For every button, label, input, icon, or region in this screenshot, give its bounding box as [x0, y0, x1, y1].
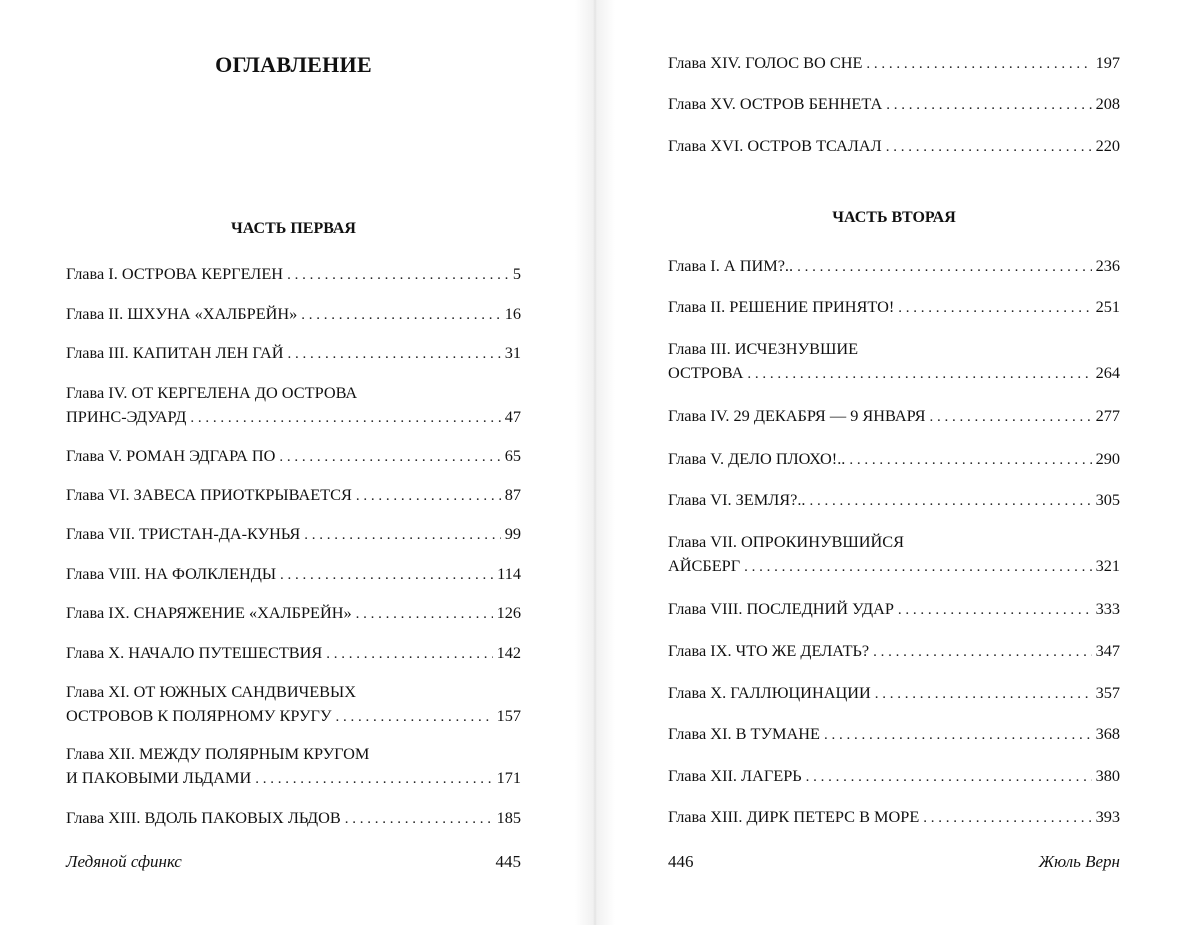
toc-entry [668, 337, 1120, 386]
toc-entry-row [668, 361, 1120, 386]
toc-entry-title: Глава XI. В ТУМАНЕ [668, 724, 820, 743]
toc-entry [66, 742, 521, 791]
dot-leader [747, 362, 1091, 386]
toc-entry-title: ОСТРОВА [668, 363, 744, 382]
dot-leader [898, 296, 1091, 320]
toc-entry-title: Глава V. РОМАН ЭДГАРА ПО [66, 446, 276, 465]
toc-entry-page-number: 31 [504, 343, 521, 362]
toc-entry-row [668, 295, 1120, 320]
dot-leader [809, 489, 1091, 513]
dot-leader [288, 342, 501, 366]
toc-entry-page-number: 65 [504, 446, 521, 465]
toc-entry-row [668, 254, 1120, 279]
toc-entry [668, 254, 1120, 279]
dot-leader [335, 705, 492, 729]
toc-entry [668, 805, 1120, 830]
toc-entry-page-number: 236 [1095, 256, 1120, 275]
dot-leader [280, 563, 493, 587]
toc-entry-title: Глава VI. ЗЕМЛЯ?.. [668, 490, 806, 509]
toc-entry-row [668, 447, 1120, 472]
toc-entry-title: Глава XVI. ОСТРОВ ТСАЛАЛ [668, 136, 882, 155]
dot-leader [873, 640, 1091, 664]
toc-entry-title: Глава I. ОСТРОВА КЕРГЕЛЕН [66, 264, 284, 283]
toc-entry-row [66, 405, 521, 430]
dot-leader [923, 806, 1091, 830]
dot-leader [930, 405, 1092, 429]
toc-entry-title: Глава IX. СНАРЯЖЕНИЕ «ХАЛБРЕЙН» [66, 603, 352, 622]
footer-author: Жюль Верн [1038, 852, 1120, 871]
toc-entry-page-number: 305 [1095, 490, 1120, 509]
toc-entry-page-number: 87 [504, 485, 521, 504]
toc-entry-row [66, 601, 521, 626]
dot-leader [304, 523, 501, 547]
toc-entry [668, 447, 1120, 472]
toc-entry-title: Глава II. РЕШЕНИЕ ПРИНЯТО! [668, 297, 895, 316]
dot-leader [898, 598, 1092, 622]
toc-entry [66, 302, 521, 327]
part-one-title: ЧАСТЬ ПЕРВАЯ [231, 220, 356, 237]
dot-leader [866, 52, 1091, 76]
toc-entry-title: Глава XIV. ГОЛОС ВО СНЕ [668, 53, 863, 72]
toc-entry-page-number: 264 [1095, 363, 1120, 382]
toc-entry-title: АЙСБЕРГ [668, 556, 741, 575]
toc-entry [66, 444, 521, 469]
toc-entry-row [66, 806, 521, 831]
toc-entry-row [668, 51, 1120, 76]
toc-entry [668, 530, 1120, 579]
toc-entry-row [66, 641, 521, 666]
toc-entry-page-number: 142 [496, 643, 521, 662]
toc-entry-title: И ПАКОВЫМИ ЛЬДАМИ [66, 768, 252, 787]
toc-entry-row [668, 404, 1120, 429]
toc-entry-row [668, 805, 1120, 830]
toc-entry-row [668, 681, 1120, 706]
toc-entry-title: Глава II. ШХУНА «ХАЛБРЕЙН» [66, 304, 298, 323]
toc-entry-page-number: 157 [496, 706, 521, 725]
toc-entry-page-number: 126 [496, 603, 521, 622]
toc-entry-page-number: 220 [1095, 136, 1120, 155]
toc-entry-title: Глава VII. ТРИСТАН-ДА-КУНЬЯ [66, 524, 301, 543]
dot-leader [301, 303, 500, 327]
right-page [668, 0, 1120, 925]
toc-entry-title: ОСТРОВОВ К ПОЛЯРНОМУ КРУГУ [66, 706, 332, 725]
toc-entry-row [668, 92, 1120, 117]
toc-entry-first-line: Глава VII. ОПРОКИНУВШИЙСЯ [668, 532, 904, 551]
dot-leader [744, 555, 1091, 579]
toc-entry [668, 295, 1120, 320]
toc-entry [66, 522, 521, 547]
toc-entry [668, 597, 1120, 622]
toc-entry-row [668, 134, 1120, 159]
toc-entry [668, 404, 1120, 429]
toc-entry [668, 51, 1120, 76]
footer-book-title: Ледяной сфинкс [66, 852, 182, 871]
toc-entry [66, 483, 521, 508]
toc-entry-title: Глава VIII. НА ФОЛКЛЕНДЫ [66, 564, 277, 583]
dot-leader [886, 135, 1092, 159]
toc-entry-title: Глава XIII. ДИРК ПЕТЕРС В МОРЕ [668, 807, 920, 826]
toc-entry [66, 806, 521, 831]
toc-entry-page-number: 99 [504, 524, 521, 543]
toc-entry-page-number: 368 [1095, 724, 1120, 743]
toc-entry-page-number: 114 [497, 564, 521, 583]
toc-entry-row [668, 554, 1120, 579]
dot-leader [255, 767, 492, 791]
dot-leader [875, 682, 1092, 706]
toc-entry-title: Глава X. НАЧАЛО ПУТЕШЕСТВИЯ [66, 643, 323, 662]
toc-entry-row [66, 302, 521, 327]
dot-leader [356, 602, 493, 626]
toc-entry [66, 680, 521, 729]
toc-entry [66, 381, 521, 430]
toc-entry-page-number: 171 [496, 768, 521, 787]
dot-leader [824, 723, 1092, 747]
toc-entry-row [66, 704, 521, 729]
dot-leader [287, 263, 509, 287]
toc-entry [66, 341, 521, 366]
dot-leader [190, 406, 500, 430]
dot-leader [886, 93, 1091, 117]
toc-entry [66, 641, 521, 666]
toc-entry-title: Глава XIII. ВДОЛЬ ПАКОВЫХ ЛЬДОВ [66, 808, 341, 827]
toc-entry-page-number: 185 [496, 808, 521, 827]
dot-leader [326, 642, 492, 666]
dot-leader [279, 445, 500, 469]
toc-entry-row [66, 562, 521, 587]
toc-entry-row [668, 722, 1120, 747]
toc-entry-row [66, 444, 521, 469]
toc-entry [668, 639, 1120, 664]
toc-entry-page-number: 357 [1095, 683, 1120, 702]
toc-entry-page-number: 197 [1095, 53, 1120, 72]
dot-leader [797, 255, 1092, 279]
footer-page-number: 446 [668, 852, 694, 871]
toc-entry-first-line: Глава XI. ОТ ЮЖНЫХ САНДВИЧЕВЫХ [66, 682, 356, 701]
toc-entry-title: Глава I. А ПИМ?.. [668, 256, 794, 275]
toc-entry-title: Глава X. ГАЛЛЮЦИНАЦИИ [668, 683, 871, 702]
toc-entry-page-number: 393 [1095, 807, 1120, 826]
toc-entry [668, 488, 1120, 513]
toc-entry-row [66, 766, 521, 791]
dot-leader [356, 484, 501, 508]
footer-page-number: 445 [495, 852, 521, 871]
toc-entry-row [66, 262, 521, 287]
toc-entry [668, 764, 1120, 789]
toc-entry-row [66, 522, 521, 547]
toc-entry-page-number: 277 [1095, 406, 1120, 425]
toc-entry-page-number: 251 [1095, 297, 1120, 316]
toc-entry-row [668, 764, 1120, 789]
toc-entry-row [668, 488, 1120, 513]
part-two-title: ЧАСТЬ ВТОРАЯ [832, 209, 956, 226]
toc-entry [66, 601, 521, 626]
toc-entry-row [66, 341, 521, 366]
toc-entry-page-number: 321 [1095, 556, 1120, 575]
toc-entry-title: Глава III. КАПИТАН ЛЕН ГАЙ [66, 343, 284, 362]
book-gutter [575, 0, 615, 925]
toc-entry-first-line: Глава III. ИСЧЕЗНУВШИЕ [668, 339, 859, 358]
toc-entry-title: Глава V. ДЕЛО ПЛОХО!.. [668, 449, 846, 468]
toc-entry [66, 262, 521, 287]
left-page [66, 0, 521, 925]
toc-entry-row [668, 597, 1120, 622]
toc-entry-page-number: 290 [1095, 449, 1120, 468]
toc-entry-page-number: 47 [504, 407, 521, 426]
toc-entry [668, 681, 1120, 706]
toc-entry-title: Глава IV. 29 ДЕКАБРЯ — 9 ЯНВАРЯ [668, 406, 926, 425]
toc-entry-first-line: Глава IV. ОТ КЕРГЕЛЕНА ДО ОСТРОВА [66, 383, 358, 402]
toc-entry-title: ПРИНС-ЭДУАРД [66, 407, 187, 426]
dot-leader [806, 765, 1092, 789]
dot-leader [345, 807, 493, 831]
toc-entry-page-number: 347 [1095, 641, 1120, 660]
toc-entry-title: Глава VI. ЗАВЕСА ПРИОТКРЫВАЕТСЯ [66, 485, 352, 504]
toc-entry-title: Глава XV. ОСТРОВ БЕННЕТА [668, 94, 883, 113]
toc-entry-page-number: 16 [504, 304, 521, 323]
toc-entry-first-line: Глава XII. МЕЖДУ ПОЛЯРНЫМ КРУГОМ [66, 744, 370, 763]
toc-entry-title: Глава IX. ЧТО ЖЕ ДЕЛАТЬ? [668, 641, 870, 660]
toc-entry-page-number: 333 [1095, 599, 1120, 618]
toc-entry-row [66, 483, 521, 508]
toc-entry-page-number: 208 [1095, 94, 1120, 113]
toc-entry [668, 92, 1120, 117]
toc-entry-row [668, 639, 1120, 664]
toc-entry-page-number: 380 [1095, 766, 1120, 785]
toc-entry-title: Глава VIII. ПОСЛЕДНИЙ УДАР [668, 599, 894, 618]
toc-entry [668, 134, 1120, 159]
toc-entry [66, 562, 521, 587]
toc-entry-page-number: 5 [512, 264, 521, 283]
dot-leader [849, 448, 1091, 472]
toc-title: ОГЛАВЛЕНИЕ [215, 52, 372, 77]
toc-entry [668, 722, 1120, 747]
toc-entry-title: Глава XII. ЛАГЕРЬ [668, 766, 802, 785]
